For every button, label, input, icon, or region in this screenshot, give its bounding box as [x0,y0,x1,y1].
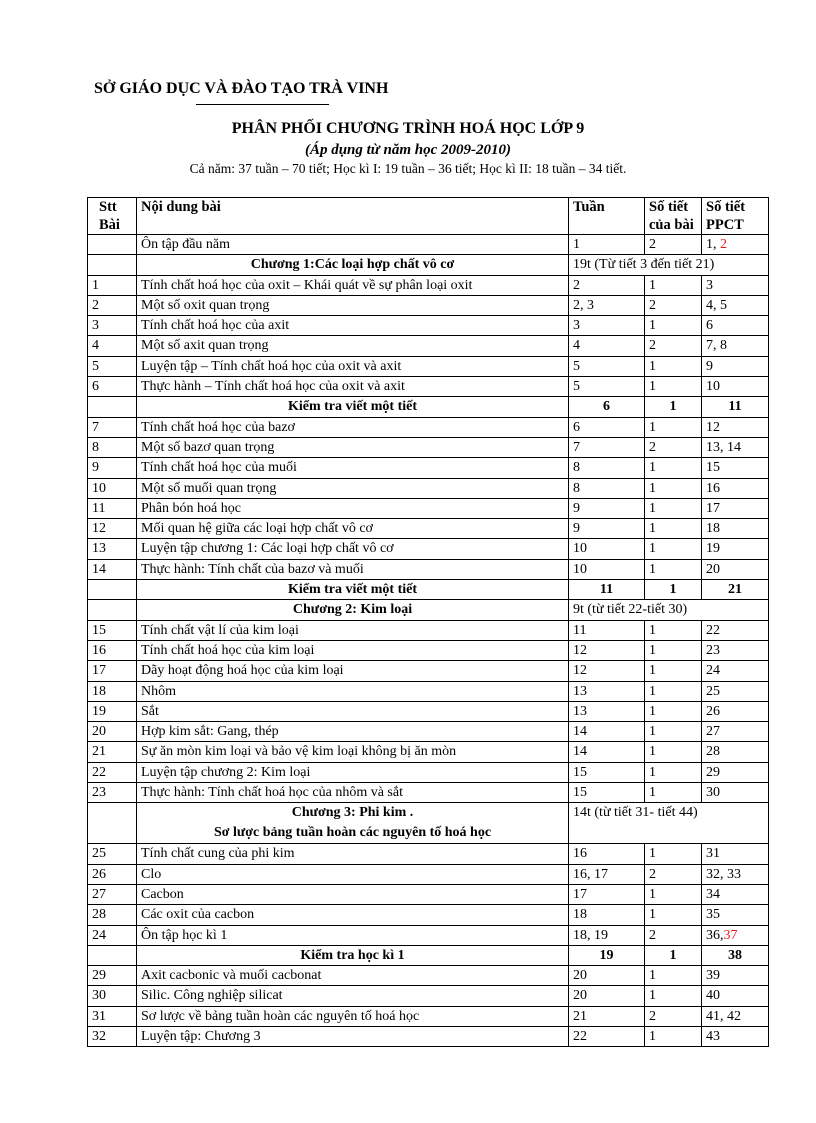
test-row [88,945,769,965]
cell-stt: 9 [88,458,137,478]
ppct-value: 22 [706,622,720,638]
cell-lessons: 1 [645,498,702,518]
cell-week: 9 [569,519,645,539]
cell-stt: 27 [88,884,137,904]
cell-ppct [702,722,769,742]
ppct-value: 12 [706,419,720,435]
ppct-value: 31 [706,846,720,862]
ppct-value: 32, 33 [706,866,741,882]
table-row [88,986,769,1006]
cell-content: Thực hành – Tính chất hoá học của oxit và axit [137,377,569,397]
cell-content: Kiểm tra học kì 1 [137,945,569,965]
ppct-value: 3 [706,277,713,293]
cell-stt [88,803,137,844]
cell-lessons: 1 [645,945,702,965]
table-row [88,661,769,681]
cell-week: 21 [569,1006,645,1026]
cell-content: Tính chất hoá học của axit [137,316,569,336]
ppct-value: 7, 8 [706,338,727,354]
cell-lessons: 1 [645,986,702,1006]
cell-week: 15 [569,783,645,803]
cell-week: 20 [569,966,645,986]
cell-ppct [702,661,769,681]
cell-week: 17 [569,884,645,904]
table-row [88,966,769,986]
ppct-value: 23 [706,642,720,658]
cell-lessons: 2 [645,295,702,315]
cell-week: 3 [569,316,645,336]
cell-ppct [702,681,769,701]
chapter-period-range: 14t (từ tiết 31- tiết 44) [569,803,769,844]
table-row [88,620,769,640]
cell-lessons: 2 [645,235,702,255]
ppct-value: 1, [706,237,720,252]
cell-stt: 2 [88,295,137,315]
cell-stt: 32 [88,1026,137,1046]
cell-week: 12 [569,640,645,660]
cell-week: 18 [569,905,645,925]
ppct-value: 19 [706,541,720,557]
ppct-value: 27 [706,724,720,740]
cell-content: Clo [137,864,569,884]
chapter-row [88,255,769,275]
cell-content: Các oxit của cacbon [137,905,569,925]
cell-ppct [702,275,769,295]
table-row [88,336,769,356]
organization-underline [196,104,329,105]
ppct-value: 36, [706,927,724,943]
cell-content: Cacbon [137,884,569,904]
cell-lessons: 1 [645,1026,702,1046]
ppct-value: 17 [706,500,720,516]
ppct-value: 16 [706,480,720,496]
cell-content: Axit cacbonic và muối cacbonat [137,966,569,986]
cell-week: 7 [569,437,645,457]
ppct-value: 39 [706,968,720,984]
table-row [88,437,769,457]
cell-ppct [702,986,769,1006]
table-row [88,478,769,498]
cell-week: 14 [569,742,645,762]
test-row [88,397,769,417]
cell-lessons: 1 [645,478,702,498]
cell-week: 6 [569,397,645,417]
cell-week: 5 [569,356,645,376]
cell-content: Một số muối quan trọng [137,478,569,498]
test-row [88,580,769,600]
cell-ppct [702,742,769,762]
cell-stt: 3 [88,316,137,336]
cell-ppct [702,580,769,600]
table-row [88,539,769,559]
ppct-value: 4, 5 [706,297,727,313]
cell-content: Sự ăn mòn kim loại và bảo vệ kim loại không bị ăn mòn [137,742,569,762]
cell-lessons: 1 [645,884,702,904]
cell-week: 10 [569,559,645,579]
cell-ppct [702,884,769,904]
table-row [88,640,769,660]
cell-week: 20 [569,986,645,1006]
chapter-period-range: 19t (Từ tiết 3 đến tiết 21) [569,255,769,275]
table-row [88,884,769,904]
ppct-value: 6 [706,318,713,334]
cell-content: Tính chất hoá học của kim loại [137,640,569,660]
cell-stt: 15 [88,620,137,640]
cell-week: 11 [569,620,645,640]
cell-lessons: 1 [645,701,702,721]
cell-week: 18, 19 [569,925,645,945]
cell-ppct [702,640,769,660]
chapter-title-line2: Sơ lược bảng tuần hoàn các nguyên tố hoá học [213,825,492,841]
cell-ppct [702,397,769,417]
cell-lessons: 1 [645,559,702,579]
cell-lessons: 1 [645,580,702,600]
cell-ppct [702,864,769,884]
table-row [88,1026,769,1046]
ppct-value: 30 [706,785,720,801]
cell-stt: 19 [88,701,137,721]
cell-week: 12 [569,661,645,681]
cell-content: Luyện tập: Chương 3 [137,1026,569,1046]
cell-content: Thực hành: Tính chất của bazơ và muối [137,559,569,579]
table-row [88,925,769,945]
ppct-value: 10 [706,379,720,395]
ppct-value: 11 [728,399,742,415]
cell-week: 16, 17 [569,864,645,884]
cell-lessons: 1 [645,722,702,742]
cell-stt: 8 [88,437,137,457]
cell-stt: 12 [88,519,137,539]
cell-content: Sắt [137,701,569,721]
cell-week: 13 [569,681,645,701]
curriculum-table [87,197,769,1047]
cell-stt: 21 [88,742,137,762]
cell-stt: 28 [88,905,137,925]
cell-ppct [702,356,769,376]
cell-lessons: 1 [645,356,702,376]
cell-lessons: 1 [645,458,702,478]
table-row [88,701,769,721]
chapter-title: Chương 1:Các loại hợp chất vô cơ [137,255,569,275]
cell-content: Phân bón hoá học [137,498,569,518]
cell-lessons: 1 [645,762,702,782]
chapter-period-range: 9t (từ tiết 22-tiết 30) [569,600,769,620]
cell-stt: 5 [88,356,137,376]
document-title: PHÂN PHỐI CHƯƠNG TRÌNH HOÁ HỌC LỚP 9 [231,120,585,137]
table-row [88,559,769,579]
cell-stt: 7 [88,417,137,437]
cell-content: Kiểm tra viết một tiết [137,397,569,417]
header-stt: Stt Bài [88,198,137,235]
cell-lessons: 1 [645,844,702,864]
cell-content: Luyện tập chương 1: Các loại hợp chất vô cơ [137,539,569,559]
ppct-value: 13, 14 [706,439,741,455]
cell-week: 8 [569,478,645,498]
cell-ppct [702,437,769,457]
cell-content: Một số oxit quan trọng [137,295,569,315]
cell-stt [88,945,137,965]
cell-ppct [702,519,769,539]
cell-content: Kiểm tra viết một tiết [137,580,569,600]
cell-content: Ôn tập đầu năm [137,235,569,255]
cell-ppct [702,559,769,579]
cell-week: 19 [569,945,645,965]
cell-content: Tính chất cung của phi kim [137,844,569,864]
cell-ppct [702,377,769,397]
cell-stt: 23 [88,783,137,803]
cell-ppct [702,925,769,945]
chapter-row [88,600,769,620]
table-row [88,722,769,742]
cell-lessons: 1 [645,905,702,925]
cell-week: 11 [569,580,645,600]
header-ppct: Số tiết PPCT [702,198,769,235]
cell-week: 15 [569,762,645,782]
ppct-value: 21 [728,582,742,598]
cell-stt: 10 [88,478,137,498]
cell-lessons: 1 [645,377,702,397]
ppct-value: 35 [706,907,720,923]
header-content: Nội dung bài [137,198,569,235]
chapter-title: Chương 2: Kim loại [137,600,569,620]
cell-week: 2, 3 [569,295,645,315]
cell-content: Tính chất vật lí của kim loại [137,620,569,640]
cell-lessons: 2 [645,864,702,884]
cell-stt: 22 [88,762,137,782]
ppct-value: 28 [706,744,720,760]
cell-content: Hợp kim sắt: Gang, thép [137,722,569,742]
cell-week: 2 [569,275,645,295]
cell-week: 22 [569,1026,645,1046]
cell-content: Tính chất hoá học của muối [137,458,569,478]
cell-stt: 26 [88,864,137,884]
cell-lessons: 1 [645,742,702,762]
cell-ppct [702,966,769,986]
cell-content: Một số bazơ quan trọng [137,437,569,457]
table-row [88,783,769,803]
ppct-highlight: 37 [723,927,738,943]
ppct-value: 9 [706,358,713,374]
cell-content: Tính chất hoá học của oxit – Khái quát về sự phân loại oxit [137,275,569,295]
table-row [88,844,769,864]
table-row [88,742,769,762]
cell-content: Dãy hoạt động hoá học của kim loại [137,661,569,681]
cell-lessons: 1 [645,397,702,417]
ppct-value: 29 [706,764,720,780]
cell-content: Mối quan hệ giữa các loại hợp chất vô cơ [137,519,569,539]
cell-stt [88,397,137,417]
cell-stt: 14 [88,559,137,579]
document-subtitle: (Áp dụng từ năm học 2009-2010) [304,142,512,158]
cell-content: Nhôm [137,681,569,701]
table-row [88,458,769,478]
cell-week: 16 [569,844,645,864]
table-row [88,1006,769,1026]
cell-stt [88,580,137,600]
year-summary: Cả năm: 37 tuần – 70 tiết; Học kì I: 19 tuần – 36 tiết; Học kì II: 18 tuần – 34 tiết. [189,161,627,176]
cell-ppct [702,701,769,721]
cell-lessons: 1 [645,275,702,295]
cell-lessons: 1 [645,519,702,539]
cell-stt: 24 [88,925,137,945]
table-row [88,681,769,701]
cell-stt: 13 [88,539,137,559]
cell-ppct [702,539,769,559]
table-row [88,864,769,884]
cell-ppct [702,620,769,640]
cell-lessons: 1 [645,620,702,640]
cell-stt: 30 [88,986,137,1006]
chapter-row [88,803,769,844]
table-row [88,519,769,539]
cell-lessons: 2 [645,925,702,945]
cell-ppct [702,1026,769,1046]
cell-lessons: 1 [645,316,702,336]
cell-week: 14 [569,722,645,742]
table-row [88,417,769,437]
cell-ppct [702,945,769,965]
ppct-value: 20 [706,561,720,577]
cell-stt: 16 [88,640,137,660]
cell-week: 6 [569,417,645,437]
table-row [88,377,769,397]
cell-week: 13 [569,701,645,721]
cell-ppct [702,905,769,925]
cell-week: 5 [569,377,645,397]
table-row [88,498,769,518]
cell-ppct [702,295,769,315]
ppct-value: 15 [706,460,720,476]
cell-stt: 4 [88,336,137,356]
table-row [88,762,769,782]
organization-name: SỞ GIÁO DỤC VÀ ĐÀO TẠO TRÀ VINH [94,80,389,97]
cell-stt: 6 [88,377,137,397]
cell-lessons: 2 [645,1006,702,1026]
ppct-value: 38 [728,947,742,963]
cell-stt: 31 [88,1006,137,1026]
header-lessons: Số tiết của bài [645,198,702,235]
cell-content: Sơ lược về bảng tuần hoàn các nguyên tố hoá học [137,1006,569,1026]
ppct-value: 18 [706,521,720,537]
cell-stt: 25 [88,844,137,864]
cell-lessons: 1 [645,661,702,681]
table-row [88,275,769,295]
ppct-value: 41, 42 [706,1008,741,1024]
cell-ppct [702,235,769,255]
cell-ppct [702,1006,769,1026]
cell-ppct [702,417,769,437]
cell-lessons: 1 [645,966,702,986]
cell-content: Tính chất hoá học của bazơ [137,417,569,437]
cell-lessons: 2 [645,336,702,356]
cell-week: 4 [569,336,645,356]
cell-week: 10 [569,539,645,559]
cell-stt [88,255,137,275]
cell-lessons: 1 [645,640,702,660]
cell-content: Ôn tập học kì 1 [137,925,569,945]
ppct-value: 34 [706,886,720,902]
cell-stt: 1 [88,275,137,295]
cell-content: Luyện tập chương 2: Kim loại [137,762,569,782]
cell-stt: 18 [88,681,137,701]
cell-content: Silic. Công nghiệp silicat [137,986,569,1006]
cell-lessons: 1 [645,783,702,803]
ppct-value: 43 [706,1028,720,1044]
table-row [88,295,769,315]
cell-lessons: 1 [645,417,702,437]
cell-week: 9 [569,498,645,518]
cell-stt: 11 [88,498,137,518]
cell-week: 8 [569,458,645,478]
cell-stt: 29 [88,966,137,986]
table-row [88,316,769,336]
cell-stt: 17 [88,661,137,681]
chapter-title [137,803,569,844]
chapter-title-line1: Chương 3: Phi kim . [291,805,414,821]
cell-ppct [702,336,769,356]
cell-ppct [702,844,769,864]
cell-lessons: 1 [645,539,702,559]
cell-ppct [702,316,769,336]
cell-ppct [702,783,769,803]
cell-stt: 20 [88,722,137,742]
table-row [88,905,769,925]
ppct-value: 40 [706,988,720,1004]
cell-ppct [702,498,769,518]
cell-ppct [702,458,769,478]
cell-content: Thực hành: Tính chất hoá học của nhôm và sắt [137,783,569,803]
ppct-highlight: 2 [720,237,727,252]
cell-week: 1 [569,235,645,255]
cell-lessons: 1 [645,681,702,701]
table-row [88,235,769,255]
cell-ppct [702,478,769,498]
ppct-value: 24 [706,663,720,679]
table-header-row [88,198,769,235]
cell-content: Luyện tập – Tính chất hoá học của oxit và axit [137,356,569,376]
cell-lessons: 2 [645,437,702,457]
table-row [88,356,769,376]
cell-content: Một số axit quan trọng [137,336,569,356]
ppct-value: 25 [706,683,720,699]
header-week: Tuần [569,198,645,235]
cell-ppct [702,762,769,782]
cell-stt [88,235,137,255]
ppct-value: 26 [706,703,720,719]
cell-stt [88,600,137,620]
